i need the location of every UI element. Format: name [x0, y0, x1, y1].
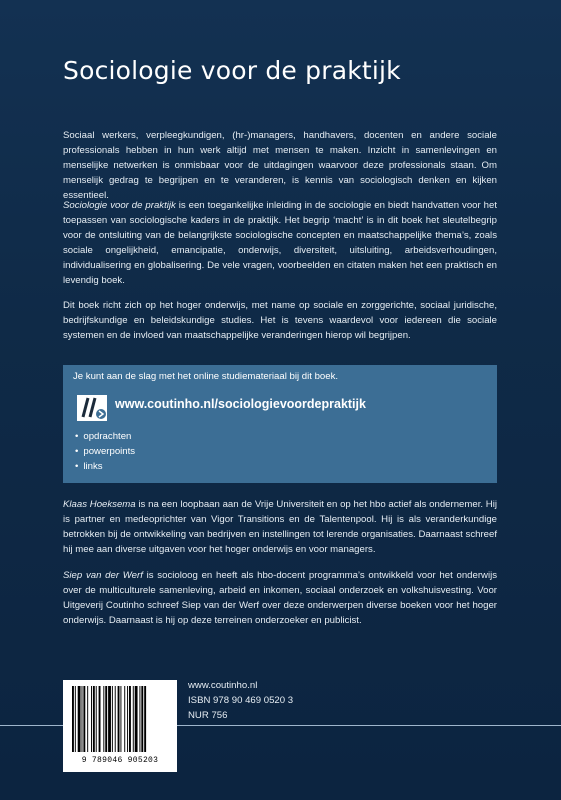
barcode-number: 9 789046 905203 [81, 756, 159, 765]
author-name-1: Klaas Hoeksema [63, 499, 136, 510]
book-title: Sociologie voor de praktijk [63, 56, 401, 85]
isbn-barcode [63, 680, 177, 772]
author-bio-text-2: is socioloog en heeft als hbo-docent programma’s ontwikkeld voor het onderwijs over de multiculturele samenleving, arbeid en inkomen, sociaal onderzoek en volkshuisvesting. Voor Uitgeverij Coutinho schreef Siep van der Werf over deze onderwerpen diverse boeken voor het hoger onderwijs. Daarnaast is hij op deze terreinen onderzoeker en publicist. [63, 570, 498, 626]
online-material-box [63, 365, 497, 483]
online-material-list [75, 429, 135, 474]
coutinho-online-logo-icon [77, 395, 107, 421]
description-paragraph [63, 198, 497, 288]
publisher-website[interactable]: www.coutinho.nl [188, 680, 258, 691]
author-bio-text-1: is na een loopbaan aan de Vrije Universiteit en op het hbo actief als ondernemer. Hij is partner en medeoprichter van Vigor Transitions en de Talentenpool. Hij is als veranderkundige betrokken bij de ontwikkeling van bedrijven en instellingen tot lerende organisaties. Daarnaast schreef hij mee aan diverse uitgaven voor het hoger onderwijs en voor managers. [63, 499, 497, 555]
author-name-2: Siep van der Werf [63, 570, 143, 581]
nur-code: NUR 756 [188, 710, 228, 721]
list-item: • powerpoints [75, 444, 135, 459]
publication-meta [188, 678, 293, 723]
book-title-italic: Sociologie voor de praktijk [63, 200, 176, 211]
author-bio-1 [63, 497, 497, 557]
intro-paragraph: Sociaal werkers, verpleegkundigen, (hr-)managers, handhavers, docenten en andere sociale professionals hebben in hun werk altijd met mensen te maken. Inzicht in samenlevingen en menselijke netwerken is onmisbaar voor de uitdagingen waarvoor deze professionals staan. Om menselijk gedrag te begrijpen en te veranderen, is kennis van sociologisch denken en kijken essentieel. [63, 130, 497, 201]
online-material-link[interactable]: www.coutinho.nl/sociologievoordepraktijk [115, 397, 366, 411]
audience-paragraph: Dit boek richt zich op het hoger onderwijs, met name op sociale en zorggerichte, sociaal juridische, bedrijfskundige en beleidskundige studies. Het is tevens waardevol voor iedereen die sociale systemen en de invloed van maatschappelijke veranderingen hierop wil begrijpen. [63, 300, 497, 341]
list-item: • opdrachten [75, 429, 135, 444]
description-text: is een toegankelijke inleiding in de sociologie en biedt handvatten voor het toepassen van sociologische kaders in de praktijk. Het begrip ‘macht’ is in dit boek het sleutelbegrip voor de ontsluiting van de belangrijkste sociologische concepten en maatschappelijke thema’s, zoals sociale ongelijkheid, emancipatie, onderwijs, diversiteit, uitsluiting, arbeidsverhoudingen, individualisering en globalisering. De vele vragen, voorbeelden en citaten maken het een praktisch en levendig boek. [63, 200, 497, 286]
author-bio-2 [63, 568, 497, 628]
isbn-number: ISBN 978 90 469 0520 3 [188, 695, 294, 706]
list-item: • links [75, 459, 135, 474]
online-material-intro: Je kunt aan de slag met het online studiemateriaal bij dit boek. [73, 371, 339, 382]
